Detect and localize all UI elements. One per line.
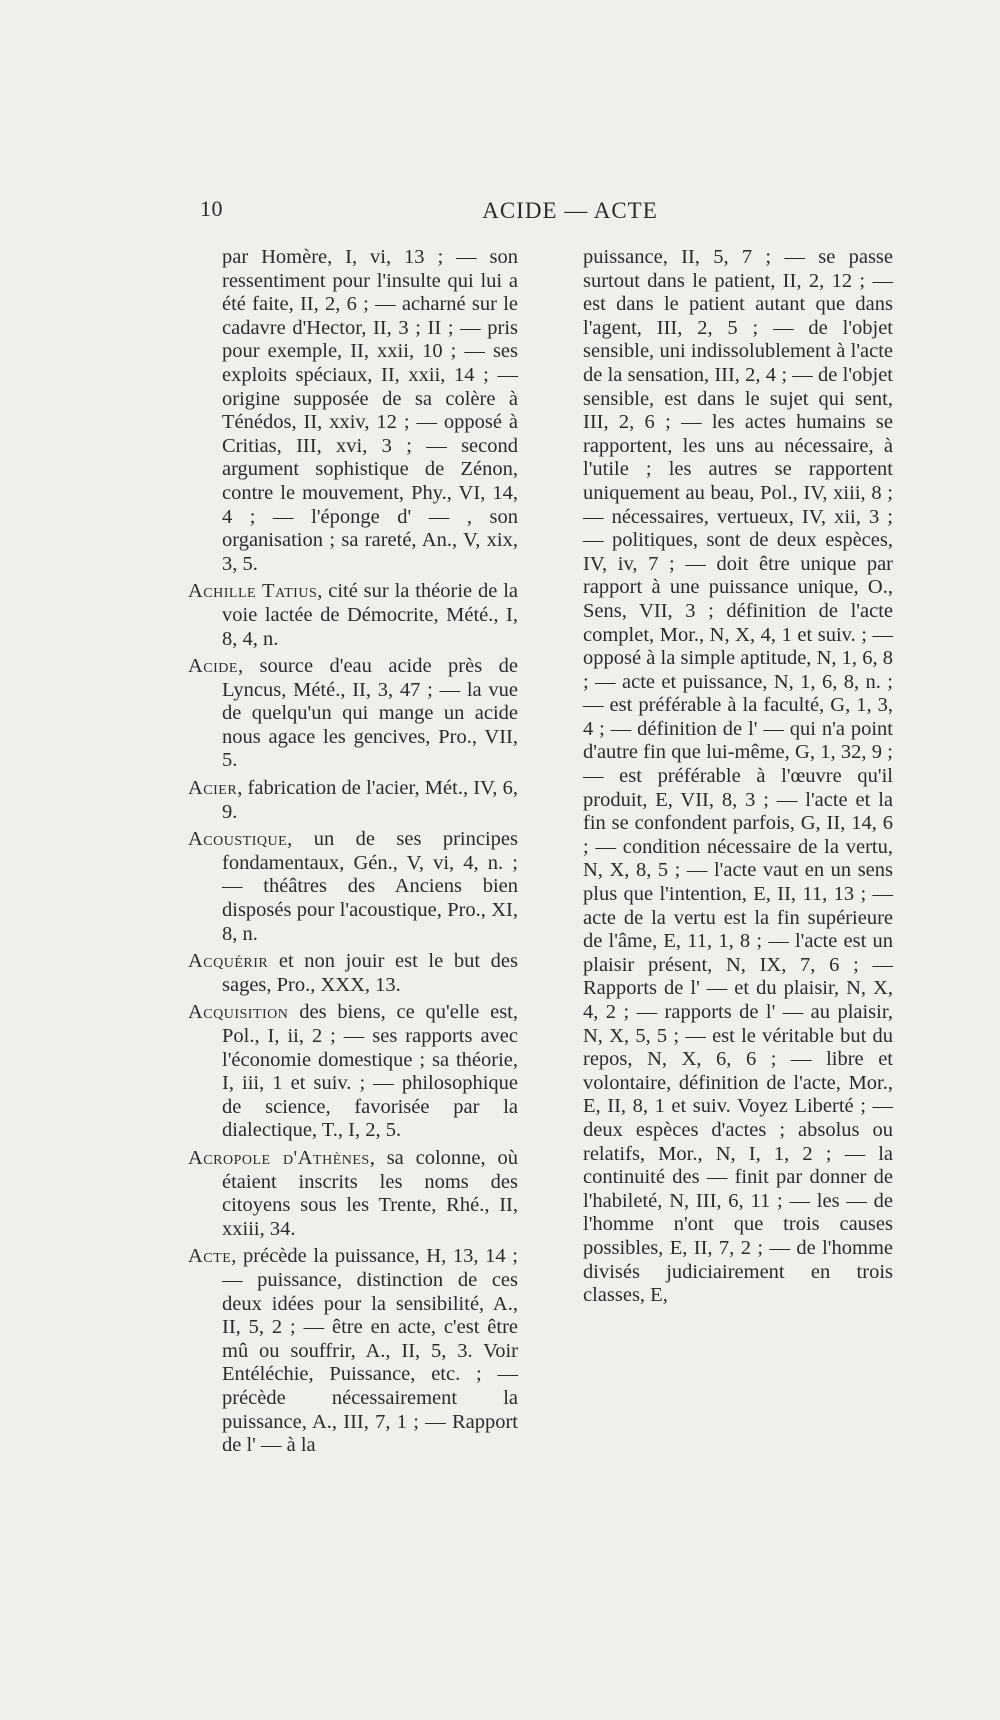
entry-text: des biens, ce qu'elle est, Pol., I, ii, 2 ; — ses rapports avec l'économie domestique ; sa théorie, I, iii, 1 et suiv. ; — philosophique de science, favorisée par la dialectique, T., I, 2, 5. [222, 1001, 518, 1142]
index-entry [188, 1147, 518, 1241]
index-entry [583, 246, 893, 1308]
entry-text: , cité sur la théorie de la voie lactée de Démocrite, Mété., I, 8, 4, n. [222, 580, 518, 650]
entry-text: puissance, II, 5, 7 ; — se passe surtout dans le patient, II, 2, 12 ; — est dans le patient autant que dans l'agent, III, 2, 5 ; — de l'objet sensible, uni indissolublement à l'acte de la sensation, III, 2, 4 ; — de l'objet sensible, est dans le sujet qui sent, III, 2, 6 ; — les actes humains se rapportent, les uns au nécessaire, à l'utile ; les autres se rapportent uniquement au beau, Pol., IV, xiii, 8 ; — nécessaires, vertueux, IV, xii, 3 ; — politiques, sont de deux espèces, IV, iv, 7 ; — doit être unique par rapport à une puissance unique, O., Sens, VII, 3 ; définition de l'acte complet, Mor., N, X, 4, 1 et suiv. ; — opposé à la simple aptitude, N, 1, 6, 8 ; — acte et puissance, N, 1, 6, 8, n. ; — est préférable à la faculté, G, 1, 3, 4 ; — définition de l' — qui n'a point d'autre fin que lui-même, G, 1, 32, 9 ; — est préférable à l'œuvre qu'il produit, E, VII, 8, 3 ; — l'acte et la fin se confondent parfois, G, II, 14, 6 ; — condition nécessaire de la vertu, N, X, 8, 5 ; — l'acte vaut en un sens plus que l'intention, E, II, 11, 13 ; — acte de la vertu est la fin supérieure de l'âme, E, 11, 1, 8 ; — l'acte est un plaisir présent, N, IX, 7, 6 ; — Rapports de l' — et du plaisir, N, X, 4, 2 ; — rapports de l' — au plaisir, N, X, 5, 5 ; — est le véritable but du repos, N, X, 6, 6 ; — libre et volontaire, définition de l'acte, Mor., E, II, 8, 1 et suiv. Voyez Liberté ; — deux espèces d'actes ; absolus ou relatifs, Mor., N, I, 1, 2 ; — la continuité des — finit par donner de l'habileté, N, III, 6, 11 ; — les — de l'homme n'ont que trois causes possibles, E, II, 7, 2 ; — de l'homme divisés judiciairement en trois classes, E, [583, 246, 893, 1307]
index-entry [188, 777, 518, 824]
entry-text: et non jouir est le but des sages, Pro., XXX, 13. [222, 950, 518, 996]
entry-head: Acquérir [188, 950, 269, 973]
entry-head: Acte [188, 1245, 232, 1268]
index-entry [188, 950, 518, 997]
left-column [188, 246, 518, 1462]
entry-head: Acquisition [188, 1001, 289, 1024]
entry-text: , précède la puissance, H, 13, 14 ; — puissance, distinction de ces deux idées pour la sensibilité, A., II, 5, 2 ; — être en acte, c'est être mû ou souffrir, A., II, 5, 3. Voir Entéléchie, Puissance, etc. ; — précède nécessairement la puissance, A., III, 7, 1 ; — Rapport de l' — à la [222, 1245, 518, 1457]
entry-text: , sa colonne, où étaient inscrits les noms des citoyens sous les Trente, Rhé., II, xxiii, 34. [222, 1146, 518, 1240]
entry-head: Acier [188, 777, 238, 800]
entry-head: Acide [188, 655, 238, 678]
index-entry [188, 828, 518, 946]
index-entry [188, 655, 518, 773]
entry-text: , source d'eau acide près de Lyncus, Mété., II, 3, 47 ; — la vue de quelqu'un qui mange un acide nous agace les gencives, Pro., VII, 5. [222, 655, 518, 772]
index-entry [188, 1001, 518, 1143]
entry-text: , fabrication de l'acier, Mét., IV, 6, 9. [222, 777, 518, 823]
index-entry [188, 580, 518, 651]
entry-head: Acropole d'Athènes [188, 1146, 370, 1169]
entry-head: Achille Tatius [188, 580, 318, 603]
page-number: 10 [200, 196, 223, 221]
index-entry [188, 246, 518, 576]
entry-text: par Homère, I, vi, 13 ; — son ressentiment pour l'insulte qui lui a été faite, II, 2, 6 ; — acharné sur le cadavre d'Hector, II, 3 ; II ; — pris pour exemple, II, xxii, 10 ; — ses exploits spéciaux, II, xxii, 14 ; — origine supposée de sa colère à Ténédos, II, xxiv, 12 ; — opposé à Critias, III, xvi, 3 ; — second argument sophistique de Zénon, contre le mouvement, Phy., VI, 14, 4 ; — l'éponge d' — , son organisation ; sa rareté, An., V, xix, 3, 5. [222, 246, 518, 575]
entry-head: Acoustique [188, 828, 288, 851]
running-head: ACIDE — ACTE [482, 198, 658, 223]
right-column [583, 246, 893, 1312]
entry-text: , un de ses principes fondamentaux, Gén., V, vi, 4, n. ; — théâtres des Anciens bien disposés pour l'acoustique, Pro., XI, 8, n. [222, 828, 518, 945]
index-entry [188, 1245, 518, 1457]
